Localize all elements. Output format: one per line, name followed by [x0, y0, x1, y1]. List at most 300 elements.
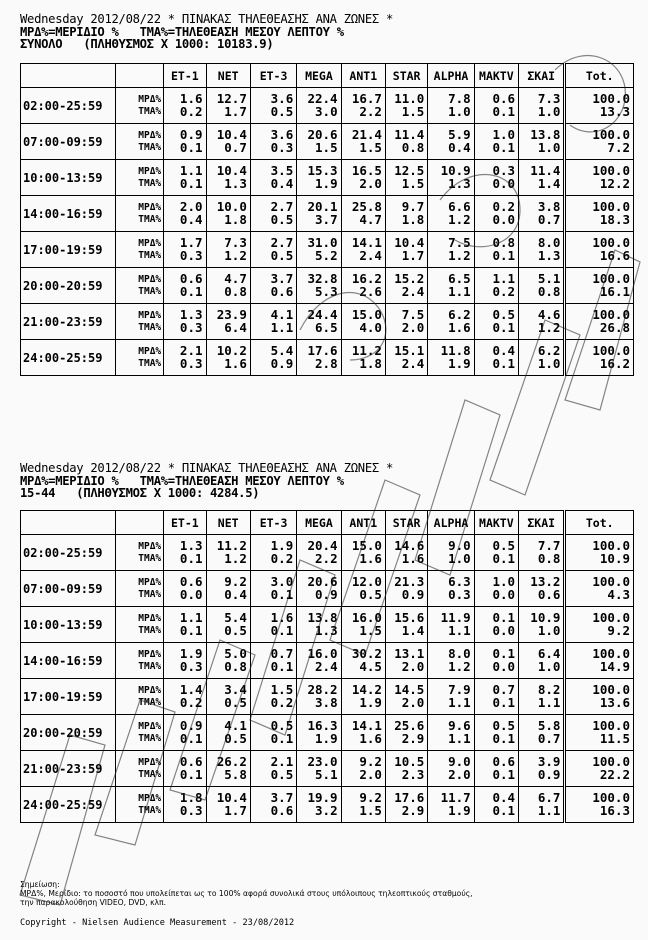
- share-value: 21.4: [351, 127, 382, 142]
- rating-value: 0.4: [224, 586, 247, 602]
- header-skai: ΣΚΑΙ: [519, 511, 565, 535]
- cell-et3: [250, 304, 296, 340]
- share-value: 16.0: [307, 646, 338, 661]
- share-value: 0.1: [492, 610, 516, 625]
- cell-alpha: [428, 715, 474, 751]
- rating-value: 3.2: [315, 802, 338, 818]
- cell-maktv: [474, 571, 518, 607]
- cell-star: [385, 679, 427, 715]
- cell-alpha: [428, 304, 474, 340]
- rating-value: 0.1: [179, 766, 203, 782]
- cell-skai: [519, 124, 565, 160]
- cell-mega: [297, 232, 341, 268]
- table-row: [21, 643, 634, 679]
- cell-et1: [164, 232, 206, 268]
- table-body: [21, 88, 634, 376]
- share-value: 5.4: [224, 610, 247, 625]
- rating-value: 4.0: [359, 319, 382, 335]
- share-value: 0.6: [492, 91, 516, 106]
- cell-ant1: [341, 88, 385, 124]
- header-alpha: ALPHA: [428, 511, 474, 535]
- share-value: 0.5: [492, 718, 516, 733]
- rating-value: 0.1: [270, 586, 294, 602]
- share-value: 11.9: [440, 610, 471, 625]
- rating-value: 0.0: [179, 586, 203, 602]
- time-period: 02:00-25:59: [21, 88, 116, 124]
- cell-skai: [519, 643, 565, 679]
- table-row: [21, 232, 634, 268]
- rating-value: 3.8: [315, 694, 338, 710]
- cell-et1: [164, 715, 206, 751]
- cell-maktv: [474, 751, 518, 787]
- rating-value: 1.1: [448, 730, 471, 746]
- cell-total: [565, 304, 634, 340]
- measure-labels: [115, 787, 163, 823]
- rating-value: 0.9: [537, 766, 561, 782]
- cell-et1: [164, 535, 206, 571]
- share-value: 0.5: [270, 718, 294, 733]
- cell-et1: [164, 607, 206, 643]
- rating-value: 11.5: [599, 730, 630, 746]
- rating-value: 0.9: [401, 586, 425, 602]
- share-value: 13.2: [530, 574, 561, 589]
- cell-total: [565, 340, 634, 376]
- rating-value: 16.1: [599, 283, 630, 299]
- share-value: 1.0: [492, 574, 516, 589]
- share-value: 100.0: [592, 790, 630, 805]
- cell-et1: [164, 643, 206, 679]
- share-value: 9.0: [448, 538, 471, 553]
- rating-value: 0.2: [492, 283, 516, 299]
- rating-value: 2.8: [315, 355, 338, 371]
- cell-ant1: [341, 643, 385, 679]
- cell-maktv: [474, 715, 518, 751]
- cell-skai: [519, 340, 565, 376]
- measure-labels: [115, 268, 163, 304]
- cell-alpha: [428, 232, 474, 268]
- share-value: 22.4: [307, 91, 338, 106]
- rating-value: 1.9: [315, 175, 338, 191]
- cell-net: [206, 232, 250, 268]
- rating-value: 0.1: [492, 766, 516, 782]
- cell-alpha: [428, 268, 474, 304]
- share-value: 0.5: [492, 538, 516, 553]
- measure-labels: [115, 88, 163, 124]
- share-value: 100.0: [592, 538, 630, 553]
- cell-mega: [297, 304, 341, 340]
- share-value: 11.2: [216, 538, 247, 553]
- share-value: 10.4: [216, 163, 247, 178]
- rating-value: 5.2: [315, 247, 338, 263]
- cell-maktv: [474, 607, 518, 643]
- measure-labels: [115, 232, 163, 268]
- cell-ant1: [341, 124, 385, 160]
- rating-value: 0.5: [224, 622, 247, 638]
- cell-mega: [297, 715, 341, 751]
- rating-value: 0.1: [492, 694, 516, 710]
- cell-star: [385, 232, 427, 268]
- cell-et1: [164, 88, 206, 124]
- header-star: STAR: [385, 64, 427, 88]
- share-value: 0.9: [179, 127, 203, 142]
- cell-star: [385, 643, 427, 679]
- header-mega: MEGA: [297, 64, 341, 88]
- rating-value: 1.6: [401, 550, 425, 566]
- rating-value: 22.2: [599, 766, 630, 782]
- rating-value: 10.9: [599, 550, 630, 566]
- share-label: ΜΡΔ%: [138, 274, 162, 285]
- table-row: [21, 340, 634, 376]
- cell-skai: [519, 268, 565, 304]
- share-value: 0.1: [492, 646, 516, 661]
- rating-value: 2.9: [401, 730, 425, 746]
- share-value: 17.6: [307, 343, 338, 358]
- time-period: 24:00-25:59: [21, 340, 116, 376]
- measure-labels: [115, 679, 163, 715]
- rating-value: 1.1: [448, 283, 471, 299]
- ratings-table-total: [20, 63, 634, 376]
- cell-mega: [297, 268, 341, 304]
- rating-value: 1.3: [224, 175, 247, 191]
- share-value: 14.1: [351, 235, 382, 250]
- cell-mega: [297, 535, 341, 571]
- rating-value: 0.1: [270, 658, 294, 674]
- header-period: [21, 511, 116, 535]
- measure-labels: [115, 124, 163, 160]
- share-label: ΜΡΔ%: [138, 346, 162, 357]
- rating-value: 1.5: [401, 175, 425, 191]
- cell-alpha: [428, 787, 474, 823]
- table-row: [21, 715, 634, 751]
- cell-et1: [164, 124, 206, 160]
- share-value: 1.1: [179, 163, 203, 178]
- share-value: 4.6: [537, 307, 561, 322]
- cell-net: [206, 715, 250, 751]
- time-period: 07:00-09:59: [21, 571, 116, 607]
- rating-value: 0.5: [270, 766, 294, 782]
- share-value: 100.0: [592, 343, 630, 358]
- share-value: 100.0: [592, 163, 630, 178]
- header-total: Tot.: [565, 511, 634, 535]
- cell-mega: [297, 571, 341, 607]
- share-value: 9.7: [401, 199, 425, 214]
- rating-value: 1.1: [537, 694, 561, 710]
- share-value: 15.3: [307, 163, 338, 178]
- rating-value: 0.1: [492, 319, 516, 335]
- cell-total: [565, 196, 634, 232]
- cell-star: [385, 571, 427, 607]
- share-value: 28.2: [307, 682, 338, 697]
- share-value: 1.0: [492, 127, 516, 142]
- table-row: [21, 268, 634, 304]
- cell-maktv: [474, 268, 518, 304]
- share-value: 2.7: [270, 199, 294, 214]
- measure-labels: [115, 304, 163, 340]
- time-period: 02:00-25:59: [21, 535, 116, 571]
- measure-labels: [115, 643, 163, 679]
- cell-maktv: [474, 160, 518, 196]
- rating-value: 1.5: [359, 802, 382, 818]
- rating-value: 0.4: [179, 211, 203, 227]
- share-value: 100.0: [592, 610, 630, 625]
- rating-value: 0.5: [224, 730, 247, 746]
- rating-value: 1.2: [224, 247, 247, 263]
- rating-value: 1.1: [537, 802, 561, 818]
- share-value: 7.8: [448, 91, 471, 106]
- share-value: 15.0: [351, 307, 382, 322]
- rating-value: 1.9: [359, 694, 382, 710]
- share-value: 21.3: [394, 574, 425, 589]
- share-label: ΜΡΔ%: [138, 721, 162, 732]
- rating-label: ΤΜΑ%: [138, 249, 162, 261]
- cell-skai: [519, 787, 565, 823]
- share-value: 100.0: [592, 307, 630, 322]
- cell-et3: [250, 679, 296, 715]
- rating-value: 0.0: [492, 586, 516, 602]
- rating-value: 0.9: [315, 586, 338, 602]
- cell-et1: [164, 679, 206, 715]
- rating-value: 0.8: [224, 658, 247, 674]
- share-value: 7.3: [537, 91, 561, 106]
- rating-value: 0.1: [179, 730, 203, 746]
- rating-value: 0.3: [179, 355, 203, 371]
- cell-et3: [250, 607, 296, 643]
- share-value: 12.7: [216, 91, 247, 106]
- share-value: 100.0: [592, 682, 630, 697]
- rating-label: ΤΜΑ%: [138, 588, 162, 600]
- copyright: Copyright - Nielsen Audience Measurement - 23/08/2012: [20, 918, 295, 928]
- share-value: 9.2: [359, 790, 382, 805]
- share-value: 12.0: [351, 574, 382, 589]
- table-row: [21, 607, 634, 643]
- cell-total: [565, 160, 634, 196]
- measure-labels: [115, 535, 163, 571]
- rating-label: ΤΜΑ%: [138, 552, 162, 564]
- share-value: 26.2: [216, 754, 247, 769]
- share-value: 30.2: [351, 646, 382, 661]
- share-value: 3.9: [537, 754, 561, 769]
- cell-skai: [519, 304, 565, 340]
- rating-value: 2.6: [359, 283, 382, 299]
- table-row: [21, 571, 634, 607]
- header-ant1: ANT1: [341, 64, 385, 88]
- rating-value: 0.4: [448, 139, 471, 155]
- share-value: 0.9: [179, 718, 203, 733]
- cell-net: [206, 643, 250, 679]
- cell-ant1: [341, 571, 385, 607]
- share-value: 8.0: [448, 646, 471, 661]
- share-value: 100.0: [592, 646, 630, 661]
- rating-value: 0.2: [270, 694, 294, 710]
- share-value: 10.5: [394, 754, 425, 769]
- table-header: [21, 511, 634, 535]
- cell-total: [565, 535, 634, 571]
- share-value: 100.0: [592, 235, 630, 250]
- cell-star: [385, 88, 427, 124]
- share-value: 6.7: [537, 790, 561, 805]
- rating-value: 26.8: [599, 319, 630, 335]
- rating-value: 1.1: [448, 694, 471, 710]
- share-value: 1.7: [179, 235, 203, 250]
- share-value: 1.1: [492, 271, 516, 286]
- header-maktv: MAKTV: [474, 511, 518, 535]
- share-value: 13.8: [307, 610, 338, 625]
- rating-value: 1.0: [537, 622, 561, 638]
- time-period: 21:00-23:59: [21, 304, 116, 340]
- share-value: 19.9: [307, 790, 338, 805]
- share-value: 0.7: [492, 682, 516, 697]
- share-value: 0.6: [179, 754, 203, 769]
- rating-value: 1.2: [448, 211, 471, 227]
- share-value: 10.0: [216, 199, 247, 214]
- share-value: 9.2: [224, 574, 247, 589]
- cell-star: [385, 607, 427, 643]
- cell-et3: [250, 124, 296, 160]
- time-period: 20:00-20:59: [21, 715, 116, 751]
- cell-alpha: [428, 751, 474, 787]
- rating-label: ΤΜΑ%: [138, 357, 162, 369]
- cell-skai: [519, 535, 565, 571]
- cell-net: [206, 340, 250, 376]
- header-ant1: ANT1: [341, 511, 385, 535]
- time-period: 10:00-13:59: [21, 160, 116, 196]
- cell-total: [565, 787, 634, 823]
- rating-value: 1.0: [448, 103, 471, 119]
- share-value: 0.6: [179, 271, 203, 286]
- share-value: 13.1: [394, 646, 425, 661]
- share-label: ΜΡΔ%: [138, 541, 162, 552]
- share-value: 100.0: [592, 199, 630, 214]
- rating-value: 0.0: [492, 658, 516, 674]
- rating-value: 0.0: [492, 175, 516, 191]
- rating-value: 2.0: [401, 319, 425, 335]
- cell-maktv: [474, 124, 518, 160]
- report-title: Wednesday 2012/08/22 * ΠΙΝΑΚΑΣ ΤΗΛΕΘΕΑΣΗΣ ΑΝΑ ΖΩΝΕΣ *: [20, 12, 393, 26]
- share-value: 9.2: [359, 754, 382, 769]
- cell-et3: [250, 535, 296, 571]
- share-value: 4.7: [224, 271, 247, 286]
- cell-maktv: [474, 535, 518, 571]
- rating-value: 13.3: [599, 103, 630, 119]
- share-value: 11.7: [440, 790, 471, 805]
- share-value: 7.9: [448, 682, 471, 697]
- share-value: 15.6: [394, 610, 425, 625]
- share-value: 12.5: [394, 163, 425, 178]
- share-value: 5.0: [224, 646, 247, 661]
- rating-value: 0.1: [179, 550, 203, 566]
- share-value: 8.0: [537, 235, 561, 250]
- cell-ant1: [341, 715, 385, 751]
- share-value: 7.5: [401, 307, 425, 322]
- cell-mega: [297, 607, 341, 643]
- header-measure: [115, 64, 163, 88]
- rating-value: 0.9: [270, 355, 294, 371]
- rating-value: 0.2: [270, 550, 294, 566]
- rating-value: 1.0: [537, 139, 561, 155]
- share-value: 17.6: [394, 790, 425, 805]
- share-value: 16.5: [351, 163, 382, 178]
- rating-value: 2.0: [401, 694, 425, 710]
- cell-skai: [519, 607, 565, 643]
- cell-skai: [519, 679, 565, 715]
- rating-value: 6.5: [315, 319, 338, 335]
- rating-value: 1.7: [401, 247, 425, 263]
- cell-maktv: [474, 196, 518, 232]
- share-value: 25.8: [351, 199, 382, 214]
- share-value: 23.0: [307, 754, 338, 769]
- header-et1: ET-1: [164, 64, 206, 88]
- cell-alpha: [428, 196, 474, 232]
- cell-et3: [250, 268, 296, 304]
- cell-mega: [297, 643, 341, 679]
- rating-label: ΤΜΑ%: [138, 624, 162, 636]
- rating-value: 3.0: [315, 103, 338, 119]
- cell-maktv: [474, 679, 518, 715]
- rating-value: 0.3: [270, 139, 294, 155]
- rating-value: 1.9: [315, 730, 338, 746]
- share-value: 14.6: [394, 538, 425, 553]
- share-value: 100.0: [592, 271, 630, 286]
- share-label: ΜΡΔ%: [138, 577, 162, 588]
- share-value: 20.6: [307, 574, 338, 589]
- share-value: 24.4: [307, 307, 338, 322]
- share-value: 32.8: [307, 271, 338, 286]
- cell-alpha: [428, 679, 474, 715]
- cell-net: [206, 88, 250, 124]
- cell-ant1: [341, 679, 385, 715]
- rating-value: 1.5: [401, 103, 425, 119]
- header-maktv: MAKTV: [474, 64, 518, 88]
- table-row: [21, 787, 634, 823]
- share-value: 100.0: [592, 718, 630, 733]
- rating-label: ΤΜΑ%: [138, 285, 162, 297]
- share-value: 14.1: [351, 718, 382, 733]
- share-label: ΜΡΔ%: [138, 238, 162, 249]
- share-value: 0.2: [492, 199, 516, 214]
- rating-value: 0.1: [179, 283, 203, 299]
- rating-value: 1.3: [315, 622, 338, 638]
- rating-value: 0.8: [537, 550, 561, 566]
- ratings-table-15-44: [20, 510, 634, 823]
- share-value: 6.5: [448, 271, 471, 286]
- share-value: 11.2: [351, 343, 382, 358]
- cell-et3: [250, 571, 296, 607]
- cell-et1: [164, 340, 206, 376]
- share-value: 25.6: [394, 718, 425, 733]
- share-value: 10.4: [216, 790, 247, 805]
- share-value: 0.8: [492, 235, 516, 250]
- share-value: 1.8: [179, 790, 203, 805]
- cell-net: [206, 268, 250, 304]
- time-period: 24:00-25:59: [21, 787, 116, 823]
- cell-alpha: [428, 643, 474, 679]
- rating-value: 1.5: [359, 139, 382, 155]
- table-row: [21, 196, 634, 232]
- time-period: 20:00-20:59: [21, 268, 116, 304]
- cell-total: [565, 643, 634, 679]
- cell-total: [565, 268, 634, 304]
- cell-et1: [164, 268, 206, 304]
- rating-value: 2.4: [315, 658, 338, 674]
- rating-value: 7.2: [607, 139, 630, 155]
- share-value: 2.7: [270, 235, 294, 250]
- measure-labels: [115, 340, 163, 376]
- rating-value: 0.1: [492, 550, 516, 566]
- cell-net: [206, 787, 250, 823]
- cell-et3: [250, 340, 296, 376]
- time-period: 14:00-16:59: [21, 196, 116, 232]
- rating-value: 2.9: [401, 802, 425, 818]
